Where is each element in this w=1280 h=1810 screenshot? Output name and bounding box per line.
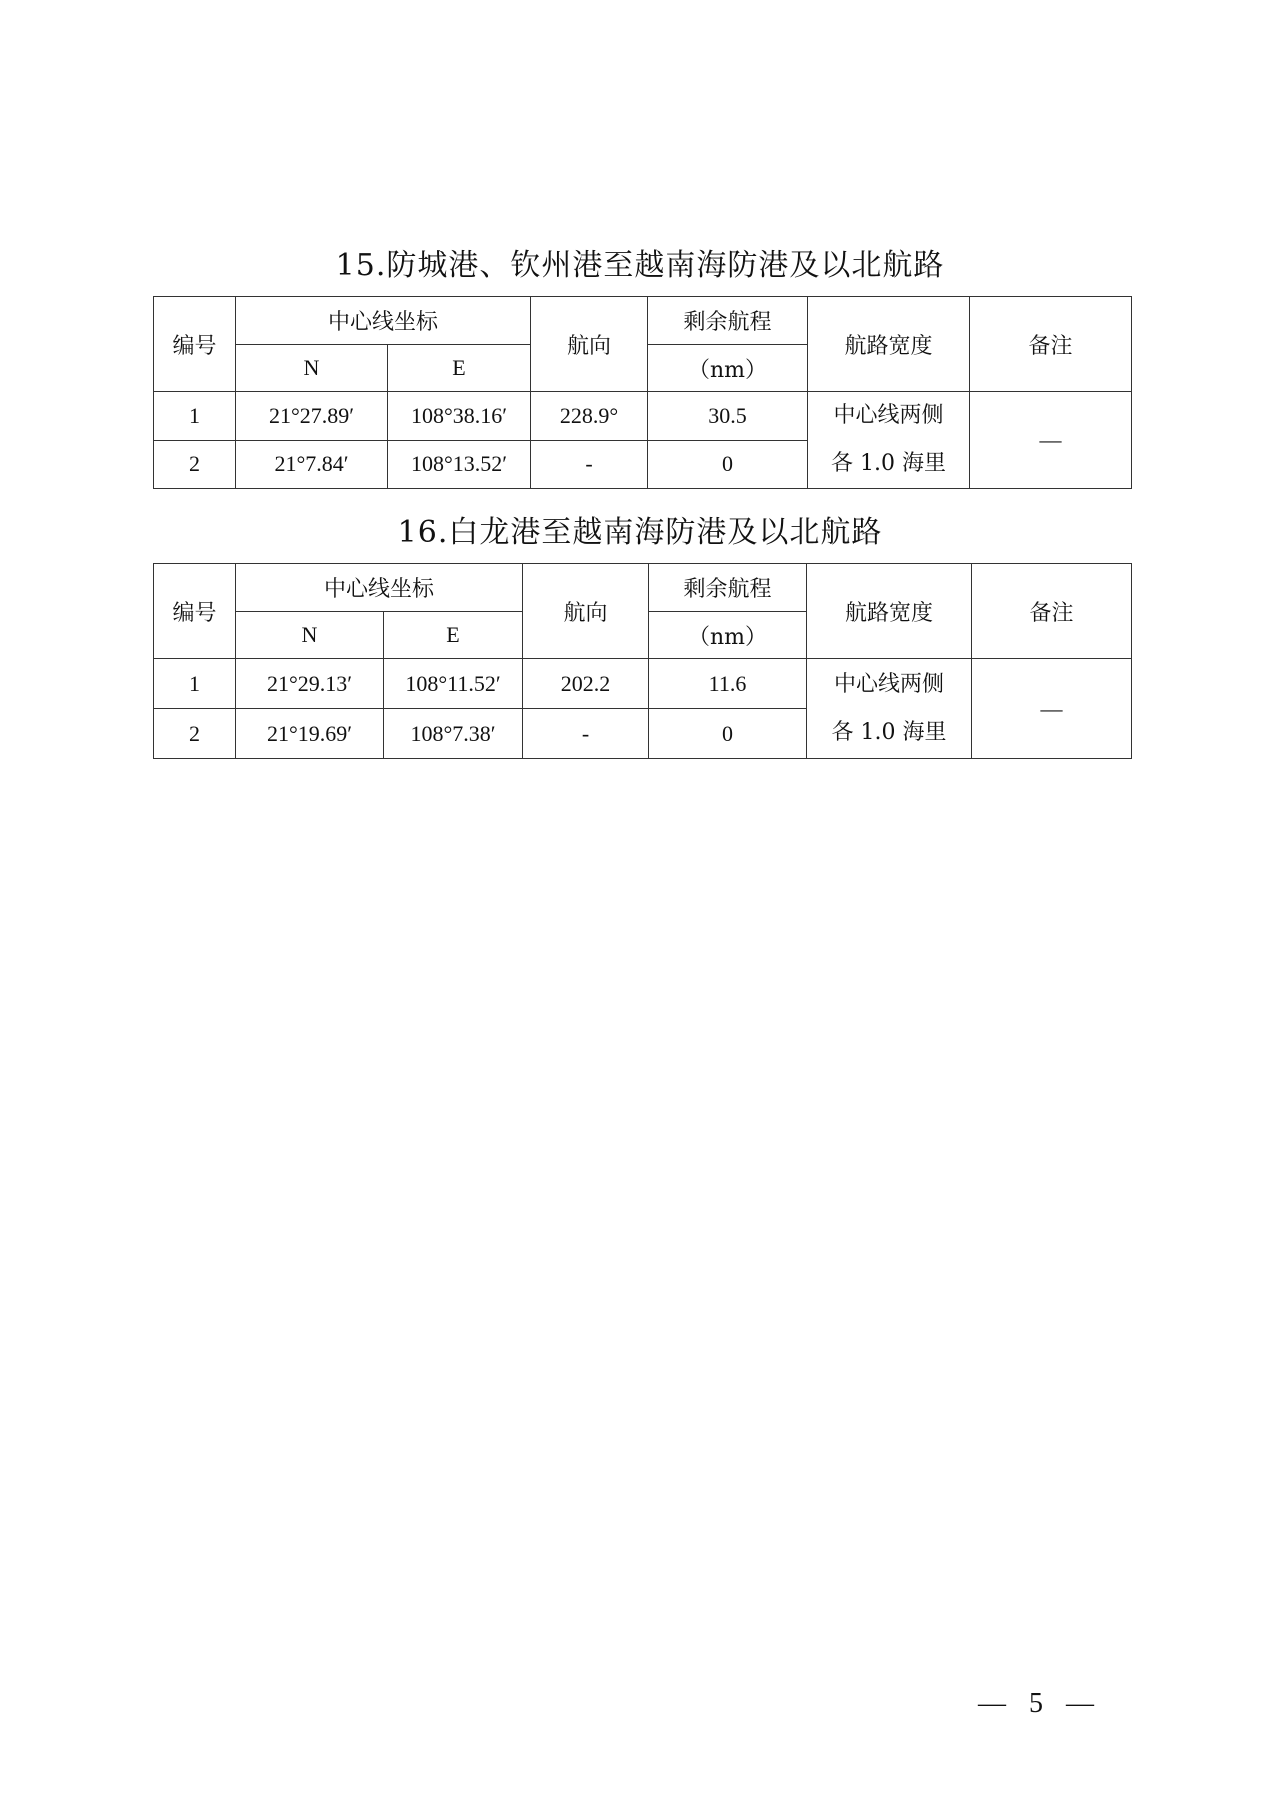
header-e: E [384,612,523,659]
cell-n: 21°27.89′ [236,392,388,441]
table-row [154,659,1132,709]
header-remaining-unit: （nm） [649,612,807,659]
cell-remaining: 0 [649,709,807,759]
cell-e: 108°11.52′ [384,659,523,709]
page-number: — 5 — [978,1688,1102,1719]
header-coord: 中心线坐标 [236,297,531,345]
header-remaining-unit: （nm） [648,345,808,392]
cell-remaining: 30.5 [648,392,808,441]
cell-e: 108°7.38′ [384,709,523,759]
cell-remaining: 11.6 [649,659,807,709]
header-course: 航向 [531,297,648,392]
header-n: N [236,345,388,392]
cell-e: 108°13.52′ [388,440,531,489]
route-table-16 [153,563,1132,759]
route-width-line1: 中心线两侧 [834,671,945,697]
cell-course: - [523,709,649,759]
header-width: 航路宽度 [808,297,970,392]
cell-no: 1 [154,659,236,709]
cell-e: 108°38.16′ [388,392,531,441]
cell-course: 228.9° [531,392,648,441]
header-n: N [236,612,384,659]
section-title-16: 16.白龙港至越南海防港及以北航路 [397,515,883,550]
cell-route-width [808,392,970,489]
route-width-line1: 中心线两侧 [833,403,944,428]
route-width-line2: 各 1.0 海里 [831,451,946,476]
cell-no: 2 [154,440,236,489]
cell-n: 21°29.13′ [236,659,384,709]
cell-no: 2 [154,709,236,759]
route-table-15 [153,296,1132,489]
cell-route-width [807,659,972,759]
cell-course: - [531,440,648,489]
section-title-15: 15.防城港、钦州港至越南海防港及以北航路 [335,248,945,283]
header-course: 航向 [523,564,649,659]
route-width-line2: 各 1.0 海里 [831,719,947,745]
header-e: E [388,345,531,392]
header-remaining: 剩余航程 [649,564,807,612]
remark-dash: — [1039,427,1062,452]
cell-n: 21°7.84′ [236,440,388,489]
table-row [154,392,1132,441]
cell-remark [970,392,1132,489]
cell-course: 202.2 [523,659,649,709]
header-remark: 备注 [970,297,1132,392]
header-remark: 备注 [972,564,1132,659]
cell-remaining: 0 [648,440,808,489]
remark-dash: — [1040,695,1063,721]
header-remaining: 剩余航程 [648,297,808,345]
cell-remark [972,659,1132,759]
header-width: 航路宽度 [807,564,972,659]
header-no: 编号 [154,297,236,392]
header-no: 编号 [154,564,236,659]
cell-n: 21°19.69′ [236,709,384,759]
cell-no: 1 [154,392,236,441]
header-coord: 中心线坐标 [236,564,523,612]
